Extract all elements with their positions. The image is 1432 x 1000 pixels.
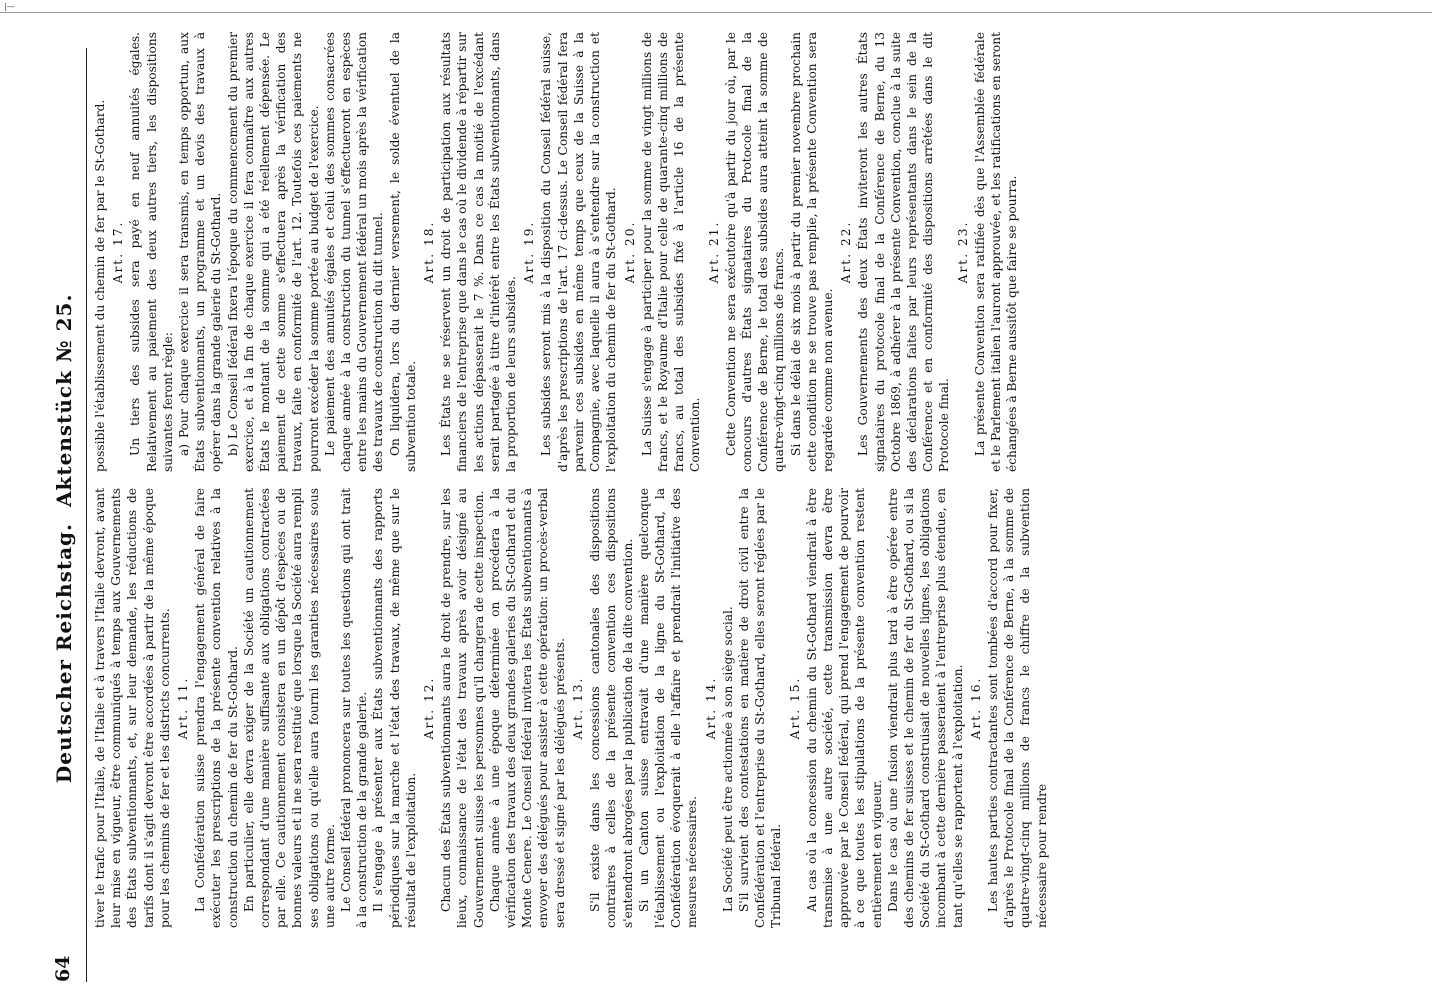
- paragraph: Un tiers des subsides sera payé en neuf annuités égales. Relativement au paiement des deux autres tiers, les dispositions suivantes feront règle:: [128, 32, 175, 472]
- paragraph: En particulier, elle devra exiger de la Société un cautionnement correspondant d'une manière suffisante aux obligations contractées par elle. Ce cautionnement consistera en un dépôt d'espèces ou de bonnes valeurs et il ne sera restitué que lorsque la Société aura rempli ses obligations ou qu'elle aura fourni les garanties nécessaires sous une autre forme.: [241, 488, 337, 928]
- article-heading: Art. 11.: [176, 676, 191, 740]
- paragraph: Chacun des États subventionnants aura le droit de prendre, sur les lieux, connaissance de l'état des travaux après avoir désigné au Gouvernement suisse les personnes qu'il chargera de cette inspection.: [439, 488, 486, 928]
- article-heading: Art. 13.: [570, 676, 585, 740]
- paragraph: Si dans le délai de six mois à partir du premier novembre prochain cette condition ne se trouve pas remplie, la présente Convention sera regardée comme non avenue.: [788, 32, 835, 472]
- scan-mark: |—: [4, 2, 15, 11]
- paragraph: La Société peut être actionnée à son siège social.: [720, 606, 735, 912]
- paragraph: b) Le Conseil fédéral fixera l'époque du commencement du premier exercice, et à la fin de chaque exercice il fera connaître aux autres États le montant de la somme qui a été réellement dépensée. Le paiement de cette somme s'effectuera après la vérification des travaux, faite en conformité de l'art. 12. Toutefois ces paiements ne pourront excéder la somme portée au budget de l'exercice.: [225, 32, 321, 472]
- article-heading: Art. 22.: [839, 220, 854, 284]
- digitization-note: [1385, 50, 1399, 930]
- article-heading: Art. 21.: [706, 220, 721, 284]
- paragraph: Les Gouvernements des deux États inviteront les autres États signataires du protocole final de la Conférence de Berne, du 13 Octobre 1869, à adhérer à la présente Convention, conclue à la suite des déclarations faites par leurs représentants dans le sein de la Conférence et en conformité des dispositions arrêtées dans le dit Protocole final.: [856, 32, 952, 472]
- article-heading: Art. 23.: [955, 220, 970, 284]
- paragraph: Chaque année à une époque déterminée on procédera à la vérification des travaux des deux grandes galeries du St-Gothard et du Monte Cenere. Le Conseil fédéral invitera les États subventionnants à envoyer des délégués pour assister à cette opération: un procès-verbal sera dressé et signé par les délégués présents.: [487, 488, 567, 928]
- article-heading: Art. 20.: [622, 220, 637, 284]
- page-number: 64: [52, 955, 74, 982]
- article-heading: Art. 15.: [787, 676, 802, 740]
- paragraph: Les États ne se réservent un droit de participation aux résultats financiers de l'entreprise que dans le cas où le dividende à répartir sur les actions dépasserait le 7 %. Dans ce cas la moitié de l'excédant serait partagée à titre d'intérêt entre les États subventionnants, dans la proportion de leurs subsides.: [439, 32, 519, 472]
- paragraph: S'il survient des contestations en matière de droit civil entre la Confédération et l'entreprise du St-Gothard, elles seront réglées par le Tribunal fédéral.: [736, 488, 784, 928]
- article-heading: Art. 14.: [703, 676, 718, 740]
- paragraph: tiver le trafic pour l'Italie, de l'Italie et à travers l'Italie devront, avant leur mise en vigueur, être communiqués à temps aux Gouvernements des États subventionnants, et, sur leur demande, les réductions de tarifs dont il s'agit devront être accordées à partir de la même époque pour les chemins de fer et les districts concurrents.: [93, 488, 172, 928]
- header-title-right: Aktenstück № 25.: [52, 293, 76, 507]
- article-heading: Art. 18.: [422, 220, 437, 284]
- paragraph: Le Conseil fédéral prononcera sur toutes les questions qui ont trait à la construction de la grande galerie.: [339, 488, 370, 928]
- paragraph: La présente Convention sera ratifiée dès que l'Assemblée fédérale et le Parlement italien l'auront approuvée, et les ratifications en seront échangées à Berne aussitôt que faire se pourra.: [972, 32, 1020, 472]
- article-heading: Art. 16.: [968, 676, 983, 740]
- paragraph: Au cas où la concession du chemin du St-Gothard viendrait à être transmise à une autre société, cette transmission devra être approuvée par le Conseil fédéral, qui prend l'engagement de pourvoir à ce que toutes les stipulations de la présente convention restent entièrement en vigueur.: [804, 488, 884, 928]
- paragraph: La Confédération suisse prendra l'engagement général de faire exécuter les prescriptions de la présente convention relatives à la construction du chemin de fer du St-Gothard.: [193, 488, 240, 928]
- header-rule: [86, 48, 87, 982]
- paragraph: Le paiement des annuités égales et celui des sommes consacrées chaque année à la construction du tunnel s'effectueront en espèces entre les mains du Gouvernement fédéral un mois après la vérification des travaux de construction du dit tunnel.: [322, 32, 386, 472]
- paragraph: Dans le cas où une fusion viendrait plus tard à être opérée entre des chemins de fer suisses et le chemin de fer du St-Gothard, ou si la Société du St-Gothard construisait de nouvelles lignes, les obligations incombant à cette dernière passeraient à l'entreprise plus étendue, en tant qu'elles se rapportent à l'exploitation.: [885, 488, 965, 928]
- paragraph: Si un Canton suisse entravait d'une manière quelconque l'établissement ou l'exploitation de la ligne du St-Gothard, la Confédération évoquerait à elle l'affaire et prendrait l'initiative des mesures nécessaires.: [636, 488, 700, 928]
- paragraph: La Suisse s'engage à participer pour la somme de vingt millions de francs, et le Royaume d'Italie pour celle de quarante-cinq millions de francs, au total des subsides fixé à l'article 16 de la présente Convention.: [639, 32, 703, 472]
- paragraph: possible l'établissement du chemin de fer par le St-Gothard.: [93, 99, 107, 472]
- page-header: [52, 48, 82, 982]
- paragraph: a) Pour chaque exercice il sera transmis, en temps opportun, aux États subventionnants, un programme et un devis des travaux à opérer dans la grande galerie du St-Gothard.: [177, 32, 224, 472]
- paragraph: Cette Convention ne sera exécutoire qu'à partir du jour où, par le concours d'autres États signataires du Protocole final de la Conférence de Berne, le total des subsides aura atteint la somme de quatre-vingt-cinq millions de francs.: [723, 32, 787, 472]
- paragraph: S'il existe dans les concessions cantonales des dispositions contraires à celles de la présente convention ces dispositions s'entendront abrogées par la publication de la dite convention.: [588, 488, 635, 928]
- header-title-left: Deutscher Reichstag.: [52, 523, 76, 784]
- article-heading: Art. 17.: [111, 220, 126, 284]
- article-heading: Art. 19.: [522, 220, 537, 284]
- paragraph: Les hautes parties contractantes sont tombées d'accord pour fixer, d'après le Protocole final de la Conférence de Berne, à la somme de quatre-vingt-cinq millions de francs le chiffre de la subvention nécessaire pour rendre: [985, 488, 1049, 928]
- article-heading: Art. 12.: [422, 676, 437, 740]
- right-column: [92, 32, 1020, 472]
- paragraph: Il s'engage à présenter aux États subventionnants des rapports périodiques sur la marche et l'état des travaux, de même que sur le résultat de l'exploitation.: [371, 488, 418, 928]
- left-column: [92, 488, 1050, 928]
- paragraph: Les subsides seront mis à la disposition du Conseil fédéral suisse, d'après les prescriptions de l'art. 17 ci-dessus. Le Conseil fédéral fera parvenir ces subsides en même temps que ceux de la Suisse à la Compagnie, avec laquelle il aura à s'entendre sur la construction et l'exploitation du chemin de fer du St-Gothard.: [539, 32, 619, 472]
- paragraph: On liquidera, lors du dernier versement, le solde éventuel de la subvention totale.: [387, 32, 418, 472]
